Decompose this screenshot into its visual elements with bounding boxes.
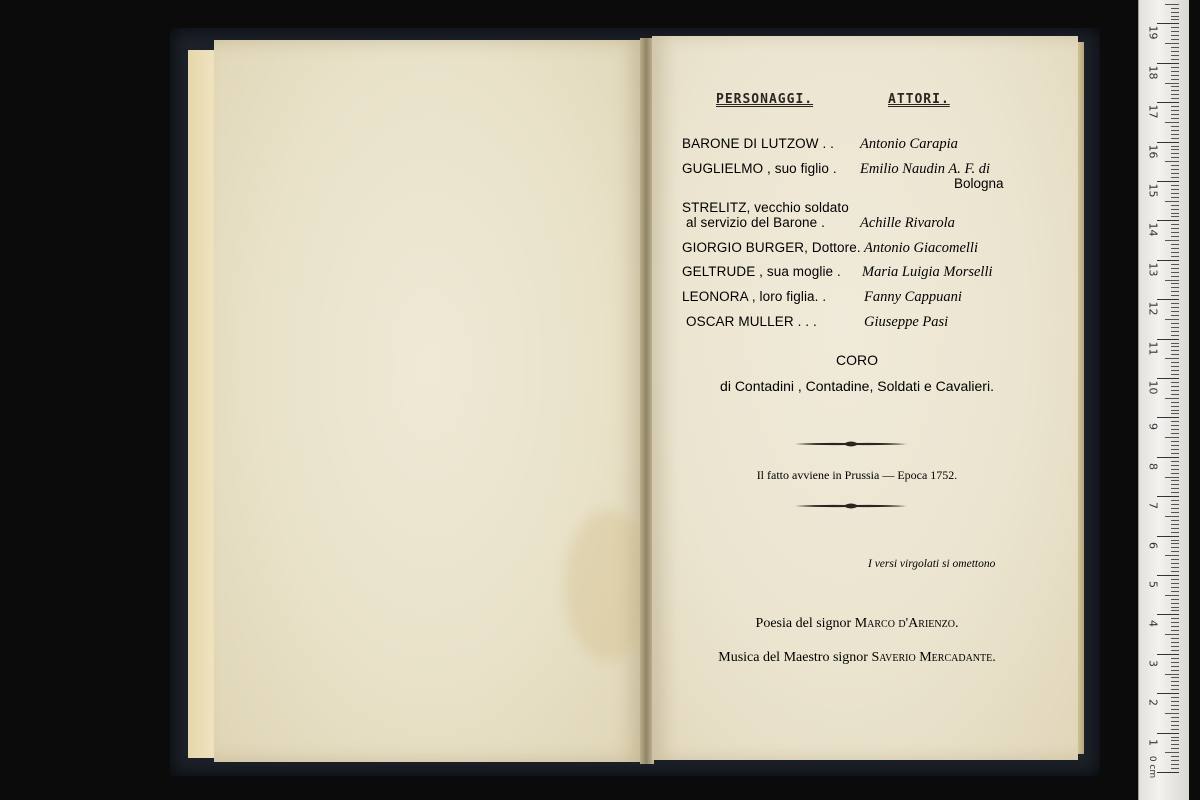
role-name: GUGLIELMO , suo figlio .: [682, 161, 837, 176]
ruler-tick: [1171, 587, 1179, 588]
ruler-tick: [1165, 477, 1179, 478]
ruler-tick: [1165, 240, 1179, 241]
ruler-tick: [1157, 772, 1179, 773]
ruler-tick: [1171, 335, 1179, 336]
ruler-tick: [1157, 63, 1179, 64]
ruler-tick: [1171, 382, 1179, 383]
ruler-tick: [1171, 469, 1179, 470]
ruler-tick: [1171, 362, 1179, 363]
ruler-tick: [1157, 417, 1179, 418]
ruler-tick: [1171, 67, 1179, 68]
ruler-number: 12: [1146, 301, 1160, 316]
actor-name: Maria Luigia Morselli: [862, 264, 993, 280]
ruler-number: 5: [1146, 581, 1160, 588]
ruler-tick: [1171, 216, 1179, 217]
ruler-tick: [1171, 567, 1179, 568]
ruler-tick: [1165, 674, 1179, 675]
ruler-tick: [1171, 646, 1179, 647]
ruler-tick: [1171, 717, 1179, 718]
ruler-tick: [1171, 630, 1179, 631]
ruler-tick: [1171, 370, 1179, 371]
ruler-tick: [1171, 276, 1179, 277]
ruler-tick: [1171, 268, 1179, 269]
ruler-tick: [1165, 555, 1179, 556]
ruler-tick: [1165, 161, 1179, 162]
ruler-tick: [1157, 654, 1179, 655]
ruler-tick: [1171, 272, 1179, 273]
role-name: OSCAR MULLER . . .: [686, 314, 817, 329]
ruler-tick: [1171, 670, 1179, 671]
ruler-tick: [1171, 697, 1179, 698]
ruler-number: 16: [1146, 144, 1160, 159]
ruler-tick: [1171, 520, 1179, 521]
ruler-tick: [1171, 705, 1179, 706]
ruler-tick: [1171, 31, 1179, 32]
ruler-tick: [1171, 19, 1179, 20]
left-page-blank: [214, 40, 646, 762]
ruler-tick: [1171, 366, 1179, 367]
ruler-number: 6: [1146, 541, 1160, 549]
ruler-tick: [1171, 149, 1179, 150]
ruler-tick: [1157, 142, 1179, 143]
poesia-credit: [652, 616, 1062, 632]
ruler-tick: [1171, 224, 1179, 225]
ruler-tick: [1171, 110, 1179, 111]
ruler-tick: [1171, 421, 1179, 422]
ruler-number: 10: [1146, 380, 1160, 395]
ruler-tick: [1171, 532, 1179, 533]
ruler-tick: [1165, 634, 1179, 635]
ruler-tick: [1171, 134, 1179, 135]
ruler-tick: [1171, 508, 1179, 509]
ruler-tick: [1171, 737, 1179, 738]
ruler-tick: [1171, 193, 1179, 194]
coro-title: CORO: [836, 352, 878, 368]
ruler-tick: [1171, 71, 1179, 72]
ruler-tick: [1171, 94, 1179, 95]
ruler-tick: [1171, 185, 1179, 186]
ruler-tick: [1171, 213, 1179, 214]
ruler-tick: [1171, 402, 1179, 403]
ruler-tick: [1171, 721, 1179, 722]
ruler-tick: [1171, 55, 1179, 56]
ruler-tick: [1171, 748, 1179, 749]
ruler-tick: [1171, 551, 1179, 552]
ruler-tick: [1171, 756, 1179, 757]
ruler-tick: [1171, 740, 1179, 741]
ruler-tick: [1171, 512, 1179, 513]
actor-name: Achille Rivarola: [860, 215, 955, 231]
ruler-tick: [1171, 295, 1179, 296]
ruler-tick: [1171, 209, 1179, 210]
ruler-tick: [1171, 256, 1179, 257]
ruler-tick: [1171, 524, 1179, 525]
actor-name-continued: Bologna: [954, 176, 1004, 191]
ruler-tick: [1171, 591, 1179, 592]
ruler-tick: [1171, 236, 1179, 237]
ruler-tick: [1165, 43, 1179, 44]
ruler-tick: [1165, 4, 1179, 5]
ruler-tick: [1171, 59, 1179, 60]
ruler-tick: [1171, 90, 1179, 91]
ruler-tick: [1165, 595, 1179, 596]
ruler-number: 7: [1146, 502, 1160, 510]
ruler-tick: [1171, 264, 1179, 265]
actor-name: Giuseppe Pasi: [864, 314, 949, 330]
ruler-tick: [1171, 689, 1179, 690]
ruler-tick: [1165, 516, 1179, 517]
ruler-tick: [1171, 390, 1179, 391]
musica-credit: [652, 650, 1062, 666]
ruler-tick: [1171, 386, 1179, 387]
ruler-tick: [1171, 157, 1179, 158]
actor-name: Antonio Carapia: [860, 136, 958, 152]
ruler-tick: [1171, 47, 1179, 48]
ruler-tick: [1171, 492, 1179, 493]
ruler-tick: [1171, 701, 1179, 702]
ruler-tick: [1157, 457, 1179, 458]
ruler-tick: [1171, 331, 1179, 332]
ruler-tick: [1171, 394, 1179, 395]
ruler-number: 13: [1146, 262, 1160, 277]
ruler-number: 4: [1146, 620, 1160, 628]
ruler-tick: [1171, 165, 1179, 166]
ruler-tick: [1157, 733, 1179, 734]
ruler-number: 19: [1146, 25, 1160, 40]
ruler-tick: [1171, 583, 1179, 584]
ruler-tick: [1171, 343, 1179, 344]
role-name: STRELITZ, vecchio soldato: [682, 200, 849, 215]
ruler-tick: [1171, 79, 1179, 80]
poet-name: Marco d'Arienzo: [854, 616, 955, 631]
ruler-tick: [1171, 642, 1179, 643]
ruler-tick: [1171, 114, 1179, 115]
ruler-tick: [1157, 339, 1179, 340]
ruler-tick: [1157, 614, 1179, 615]
ruler-tick: [1171, 169, 1179, 170]
ruler-tick: [1171, 658, 1179, 659]
actor-name: Emilio Naudin A. F. di: [860, 161, 990, 177]
ornament-divider-icon: [795, 501, 907, 511]
ruler-tick: [1171, 248, 1179, 249]
ruler-tick: [1171, 311, 1179, 312]
ruler-tick: [1171, 189, 1179, 190]
ruler-tick: [1157, 536, 1179, 537]
measuring-ruler: [1138, 0, 1189, 800]
musica-prefix: Musica del Maestro signor: [718, 650, 872, 665]
ruler-tick: [1171, 500, 1179, 501]
ruler-tick: [1171, 106, 1179, 107]
ruler-tick: [1171, 425, 1179, 426]
ruler-tick: [1171, 283, 1179, 284]
header-personaggi: PERSONAGGI.: [716, 92, 814, 107]
ruler-tick: [1171, 244, 1179, 245]
ruler-tick: [1157, 378, 1179, 379]
ruler-tick: [1171, 571, 1179, 572]
ruler-tick: [1157, 496, 1179, 497]
ruler-tick: [1157, 181, 1179, 182]
ruler-tick: [1171, 27, 1179, 28]
verses-note: I versi virgolati si omettono: [868, 558, 996, 570]
ruler-tick: [1171, 626, 1179, 627]
ruler-tick: [1171, 252, 1179, 253]
ruler-tick: [1171, 315, 1179, 316]
ruler-tick: [1165, 398, 1179, 399]
ruler-tick: [1171, 98, 1179, 99]
ruler-tick: [1171, 760, 1179, 761]
ruler-tick: [1171, 205, 1179, 206]
ruler-tick: [1171, 709, 1179, 710]
ruler-tick: [1171, 354, 1179, 355]
ruler-tick: [1171, 346, 1179, 347]
ruler-tick: [1165, 280, 1179, 281]
ruler-tick: [1171, 638, 1179, 639]
ruler-tick: [1171, 465, 1179, 466]
ruler-tick: [1157, 299, 1179, 300]
ruler-number: 1: [1146, 738, 1160, 746]
poesia-suffix: .: [954, 616, 959, 631]
ruler-tick: [1171, 662, 1179, 663]
setting-text: Il fatto avviene in Prussia — Epoca 1752.: [756, 468, 958, 482]
ruler-tick: [1171, 603, 1179, 604]
ruler-tick: [1171, 327, 1179, 328]
ruler-tick: [1171, 559, 1179, 560]
ruler-unit: 0 cm: [1147, 755, 1158, 779]
ruler-number: 9: [1146, 423, 1160, 431]
ruler-tick: [1171, 725, 1179, 726]
ruler-tick: [1171, 173, 1179, 174]
actor-name: Fanny Cappuani: [864, 289, 962, 305]
ruler-tick: [1171, 744, 1179, 745]
ruler-tick: [1171, 681, 1179, 682]
ruler-tick: [1171, 579, 1179, 580]
composer-name: Saverio Mercadante: [871, 650, 993, 665]
ruler-number: 8: [1146, 462, 1160, 470]
ruler-tick: [1165, 752, 1179, 753]
ruler-tick: [1171, 126, 1179, 127]
ruler-tick: [1171, 291, 1179, 292]
ruler-tick: [1171, 12, 1179, 13]
ruler-tick: [1171, 130, 1179, 131]
ruler-tick: [1171, 540, 1179, 541]
ruler-tick: [1171, 413, 1179, 414]
ruler-tick: [1165, 201, 1179, 202]
ruler-tick: [1165, 358, 1179, 359]
ruler-tick: [1171, 35, 1179, 36]
ruler-tick: [1171, 449, 1179, 450]
ruler-tick: [1171, 528, 1179, 529]
ruler-tick: [1171, 441, 1179, 442]
ruler-tick: [1157, 23, 1179, 24]
ruler-tick: [1157, 102, 1179, 103]
poesia-prefix: Poesia del signor: [755, 616, 855, 631]
ruler-tick: [1171, 677, 1179, 678]
ruler-number: 3: [1146, 659, 1160, 667]
ruler-tick: [1171, 484, 1179, 485]
ruler-number: 11: [1146, 341, 1160, 356]
ruler-tick: [1171, 461, 1179, 462]
ruler-tick: [1171, 307, 1179, 308]
ruler-tick: [1171, 86, 1179, 87]
ruler-tick: [1171, 177, 1179, 178]
ruler-tick: [1171, 618, 1179, 619]
ruler-tick: [1171, 374, 1179, 375]
ruler-number: 15: [1146, 183, 1160, 198]
ruler-tick: [1171, 51, 1179, 52]
ruler-tick: [1171, 563, 1179, 564]
ruler-tick: [1171, 153, 1179, 154]
ornament-divider-icon: [795, 439, 907, 449]
ruler-tick: [1171, 350, 1179, 351]
role-name: GIORGIO BURGER, Dottore.: [682, 240, 861, 255]
ruler-number: 2: [1146, 699, 1160, 707]
ruler-tick: [1171, 323, 1179, 324]
ruler-tick: [1171, 453, 1179, 454]
header-attori: ATTORI.: [888, 92, 950, 107]
ruler-tick: [1171, 16, 1179, 17]
ruler-tick: [1171, 287, 1179, 288]
ruler-number: 14: [1146, 222, 1160, 237]
ruler-tick: [1171, 504, 1179, 505]
ruler-tick: [1165, 319, 1179, 320]
role-name: BARONE DI LUTZOW . .: [682, 136, 835, 151]
ruler-tick: [1171, 75, 1179, 76]
ruler-tick: [1171, 445, 1179, 446]
ruler-tick: [1157, 693, 1179, 694]
ruler-tick: [1171, 650, 1179, 651]
actor-name: Antonio Giacomelli: [864, 240, 978, 256]
ruler-tick: [1171, 39, 1179, 40]
role-name: LEONORA , loro figlia. .: [682, 289, 827, 304]
musica-suffix: .: [992, 650, 996, 665]
ruler-tick: [1171, 232, 1179, 233]
ruler-tick: [1171, 610, 1179, 611]
ruler-tick: [1171, 599, 1179, 600]
ruler-tick: [1171, 138, 1179, 139]
ruler-tick: [1171, 8, 1179, 9]
ruler-tick: [1171, 547, 1179, 548]
ruler-number: 17: [1146, 104, 1160, 119]
ruler-tick: [1171, 197, 1179, 198]
ruler-tick: [1171, 622, 1179, 623]
ruler-number: 18: [1146, 65, 1160, 80]
ruler-tick: [1171, 666, 1179, 667]
role-name-continued: al servizio del Barone .: [686, 215, 825, 230]
ruler-tick: [1171, 607, 1179, 608]
ruler-tick: [1171, 410, 1179, 411]
ruler-tick: [1171, 480, 1179, 481]
ruler-tick: [1171, 764, 1179, 765]
ruler-tick: [1171, 146, 1179, 147]
ruler-tick: [1157, 575, 1179, 576]
ruler-tick: [1165, 83, 1179, 84]
ruler-tick: [1171, 473, 1179, 474]
ruler-tick: [1165, 122, 1179, 123]
ruler-tick: [1165, 713, 1179, 714]
ruler-tick: [1157, 220, 1179, 221]
ruler-tick: [1157, 260, 1179, 261]
ruler-tick: [1165, 437, 1179, 438]
ruler-tick: [1171, 118, 1179, 119]
ruler-tick: [1171, 768, 1179, 769]
ruler-tick: [1171, 406, 1179, 407]
coro-description: di Contadini , Contadine, Soldati e Cavalieri.: [720, 378, 994, 394]
ruler-tick: [1171, 429, 1179, 430]
ruler-tick: [1171, 543, 1179, 544]
ruler-tick: [1171, 228, 1179, 229]
ruler-tick: [1171, 488, 1179, 489]
ruler-tick: [1171, 729, 1179, 730]
ruler-tick: [1171, 685, 1179, 686]
ruler-tick: [1171, 433, 1179, 434]
ruler-tick: [1171, 303, 1179, 304]
role-name: GELTRUDE , sua moglie .: [682, 264, 841, 279]
